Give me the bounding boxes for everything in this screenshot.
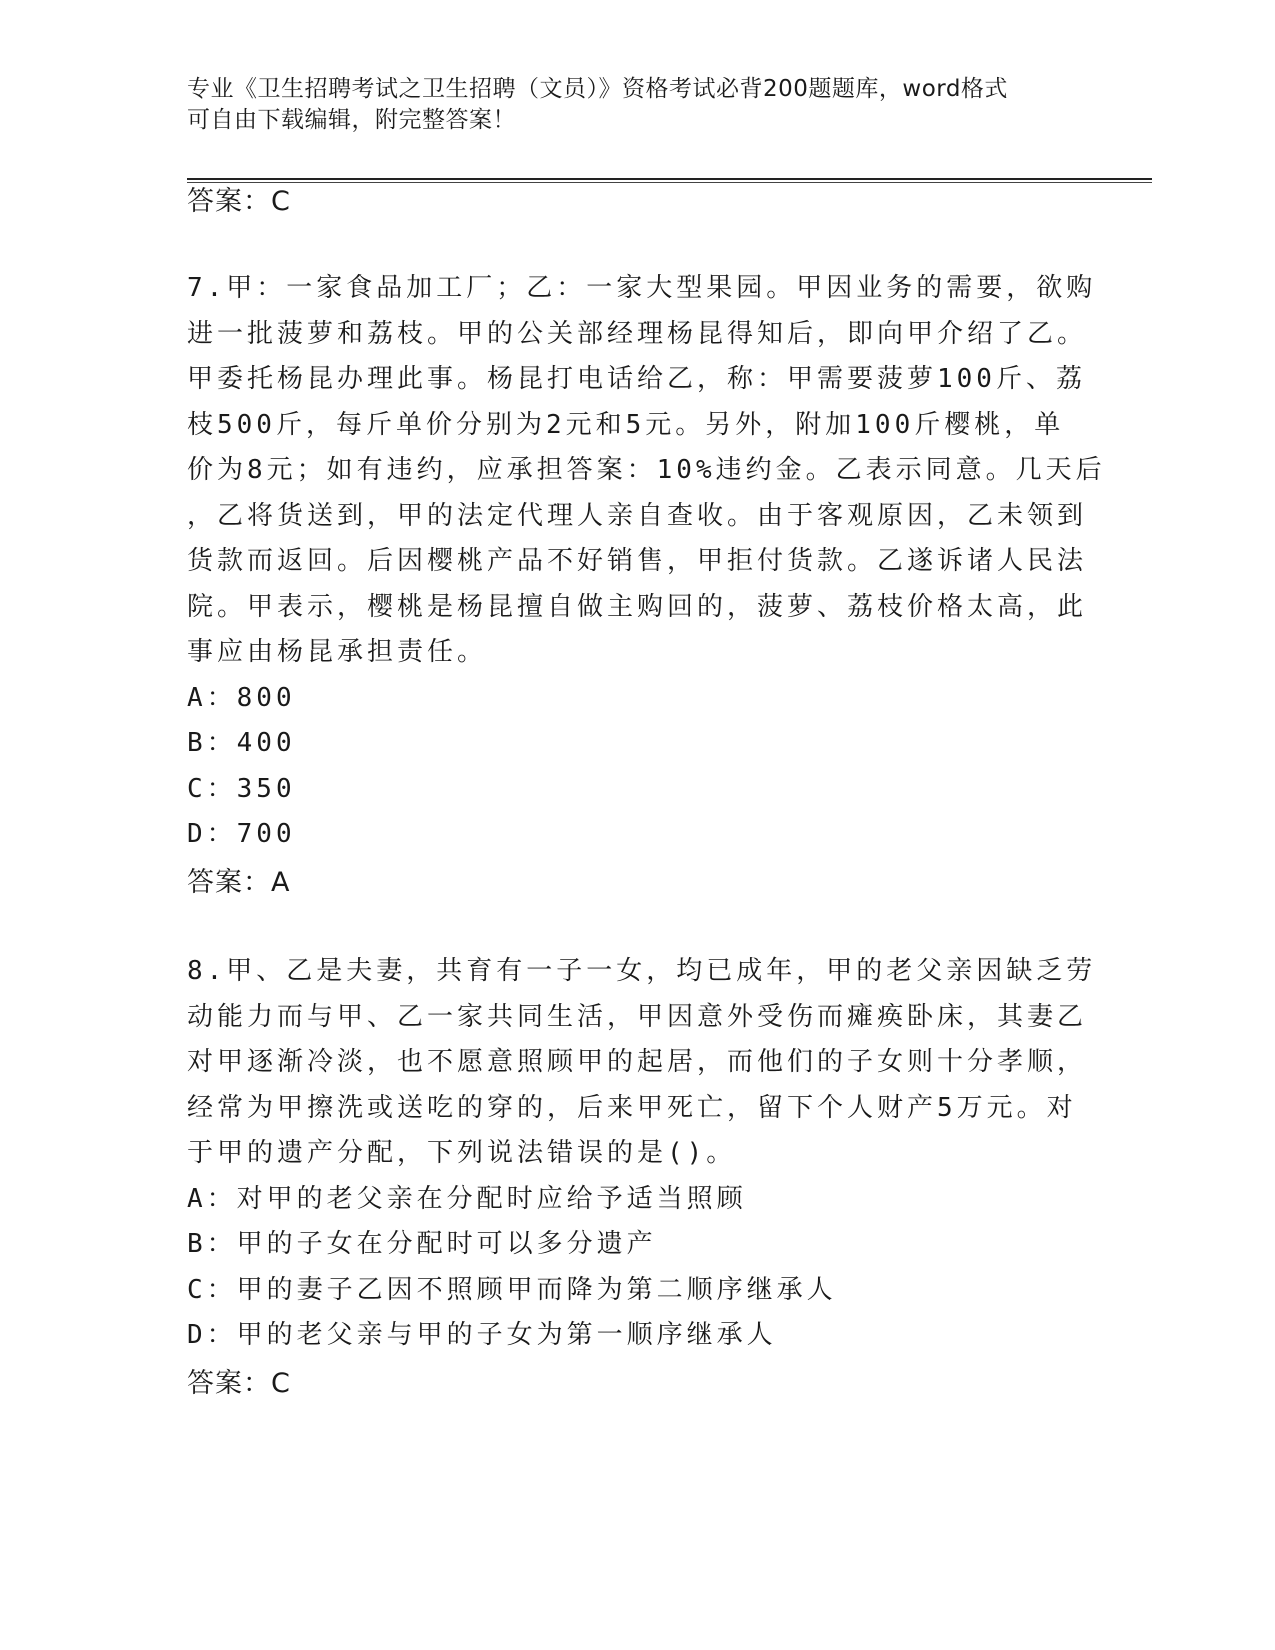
option-b: B：甲的子女在分配时可以多分遗产 xyxy=(187,1229,657,1259)
option-a: A：800 xyxy=(187,682,296,713)
header-divider xyxy=(187,178,1152,180)
option-a: A：对甲的老父亲在分配时应给予适当照顾 xyxy=(187,1183,747,1214)
question-text-line: 于甲的遗产分配，下列说法错误的是()。 xyxy=(187,1138,737,1168)
question-7 xyxy=(187,266,1106,858)
question-text-line: 经常为甲擦洗或送吃的穿的，后来甲死亡，留下个人财产5万元。对 xyxy=(187,1092,1077,1123)
answer-7: 答案：A xyxy=(187,867,291,898)
option-c: C：甲的妻子乙因不照顾甲而降为第二顺序继承人 xyxy=(187,1274,837,1305)
question-8 xyxy=(187,949,1097,1359)
document-header xyxy=(187,74,1067,136)
question-text-line: 7.甲：一家食品加工厂；乙：一家大型果园。甲因业务的需要，欲购 xyxy=(187,273,1097,303)
option-c: C：350 xyxy=(187,773,296,804)
question-text-line: 枝500斤，每斤单价分别为2元和5元。另外，附加100斤樱桃，单 xyxy=(187,409,1065,440)
question-text-line: 甲委托杨昆办理此事。杨昆打电话给乙，称：甲需要菠萝100斤、荔 xyxy=(187,364,1086,394)
question-text-line: 8.甲、乙是夫妻，共育有一子一女，均已成年，甲的老父亲因缺乏劳 xyxy=(187,956,1097,986)
header-line-2: 可自由下载编辑，附完整答案！ xyxy=(187,107,516,133)
question-text-line: 价为8元；如有违约，应承担答案：10%违约金。乙表示同意。几天后 xyxy=(187,455,1106,485)
option-d: D：甲的老父亲与甲的子女为第一顺序继承人 xyxy=(187,1320,777,1350)
question-text-line: 进一批菠萝和荔枝。甲的公关部经理杨昆得知后，即向甲介绍了乙。 xyxy=(187,318,1088,349)
question-text-line: 院。甲表示，樱桃是杨昆擅自做主购回的，菠萝、荔枝价格太高，此 xyxy=(187,591,1088,622)
option-d: D：700 xyxy=(187,819,296,849)
question-text-line: ，乙将货送到，甲的法定代理人亲自查收。由于客观原因，乙未领到 xyxy=(187,500,1088,531)
question-text-line: 货款而返回。后因樱桃产品不好销售，甲拒付货款。乙遂诉诸人民法 xyxy=(187,546,1088,576)
option-b: B：400 xyxy=(187,728,296,758)
question-text-line: 对甲逐渐冷淡，也不愿意照顾甲的起居，而他们的子女则十分孝顺， xyxy=(187,1047,1088,1077)
previous-answer: 答案：C xyxy=(187,186,291,217)
question-text-line: 动能力而与甲、乙一家共同生活，甲因意外受伤而瘫痪卧床，其妻乙 xyxy=(187,1001,1088,1032)
answer-8: 答案：C xyxy=(187,1368,291,1399)
header-divider-thin xyxy=(187,182,1152,183)
header-line-1: 专业《卫生招聘考试之卫生招聘（文员）》资格考试必背200题题库，word格式 xyxy=(187,76,1008,102)
question-text-line: 事应由杨昆承担责任。 xyxy=(187,637,488,667)
